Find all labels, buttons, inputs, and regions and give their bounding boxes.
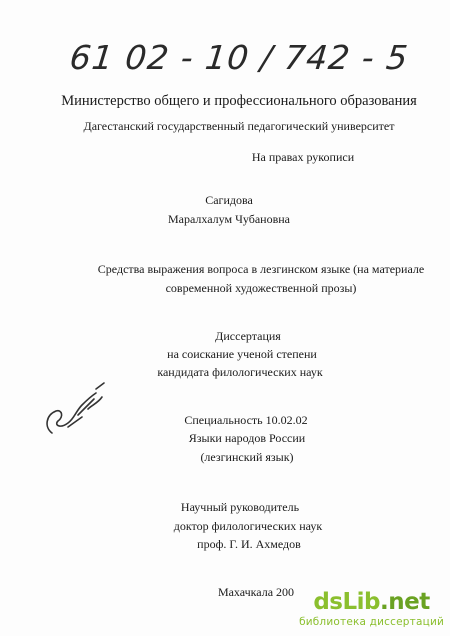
specialty-code: Специальность 10.02.02 — [184, 413, 308, 427]
ministry-heading: Министерство общего и профессионального образования — [61, 93, 417, 109]
handwritten-archive-number: 61 02 - 10 / 742 - 5 — [67, 38, 411, 77]
author-surname: Сагидова — [205, 193, 253, 207]
dslib-subtitle: библиотека диссертаций — [299, 616, 444, 628]
place-and-year: Махачкала 200 — [217, 585, 295, 599]
supervisor-name: проф. Г. И. Ахмедов — [197, 537, 301, 551]
author-given-names: Маралхалум Чубановна — [167, 212, 291, 226]
supervisor-degree: доктор филологических наук — [173, 519, 323, 533]
degree-line-3: кандидата филологических наук — [157, 365, 323, 379]
dissertation-title-line-1: Средства выражения вопроса в лезгинском языке (на материале — [97, 262, 425, 276]
logo-part-1: dsLib — [313, 589, 380, 615]
handwritten-signature — [38, 375, 118, 445]
logo-part-2: .net — [380, 589, 430, 615]
dissertation-title-line-2: современной художественной прозы) — [165, 281, 357, 295]
degree-line-2: на соискание ученой степени — [167, 347, 317, 361]
rights-note: На правах рукописи — [251, 150, 355, 164]
university-name: Дагестанский государственный педагогический университет — [83, 119, 395, 133]
dslib-watermark — [299, 591, 444, 628]
supervisor-label: Научный руководитель — [180, 500, 300, 514]
specialty-field: Языки народов России — [188, 431, 306, 445]
specialty-language: (лезгинский язык) — [200, 450, 294, 464]
degree-line-1: Диссертация — [215, 329, 281, 343]
dslib-logo — [299, 591, 444, 614]
